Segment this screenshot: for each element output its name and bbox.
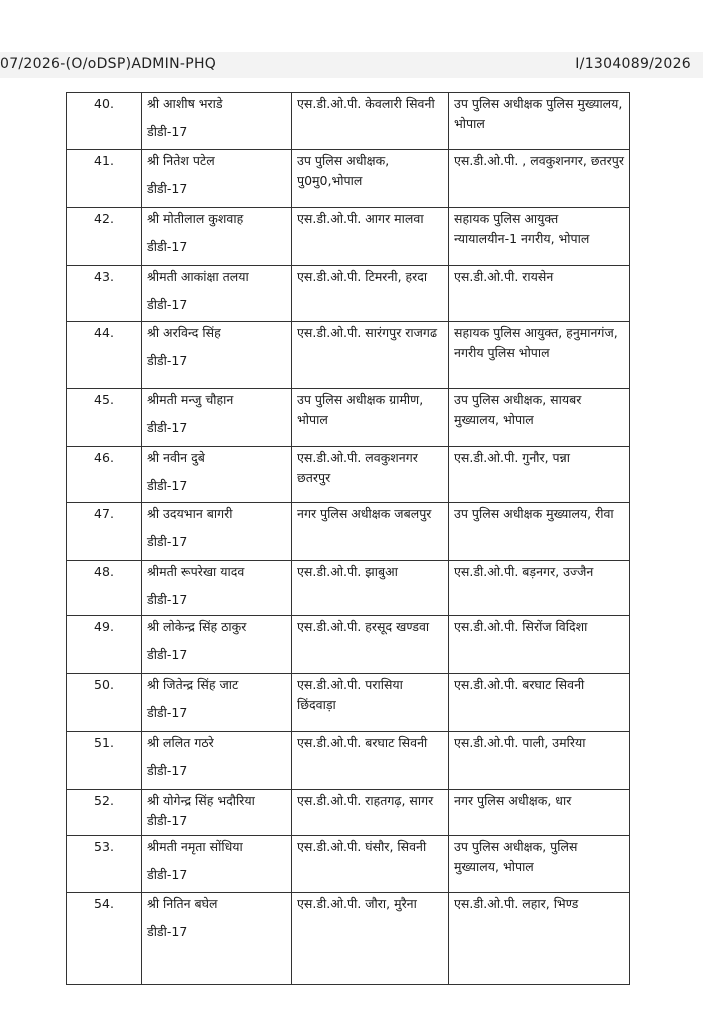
current-posting: एस.डी.ओ.पी. बरघाट सिवनी — [292, 732, 449, 790]
table-row — [67, 503, 630, 561]
officer-grade: डीडी-17 — [147, 592, 188, 607]
serial-number: 50. — [67, 674, 142, 732]
officer-grade: डीडी-17 — [147, 813, 188, 828]
new-posting: एस.डी.ओ.पी. बड़नगर, उज्जैन — [449, 561, 630, 616]
new-posting: सहायक पुलिस आयुक्त, हनुमानगंज, नगरीय पुलिस भोपाल — [449, 322, 630, 389]
officer-name: श्री नितेश पटेल — [147, 153, 215, 168]
officer-name: श्री लोकेन्द्र सिंह ठाकुर — [147, 619, 247, 634]
serial-number: 44. — [67, 322, 142, 389]
new-posting: एस.डी.ओ.पी. बरघाट सिवनी — [449, 674, 630, 732]
file-number: 07/2026-(O/oDSP)ADMIN-PHQ — [0, 56, 217, 72]
officer-name: श्री उदयभान बागरी — [147, 506, 233, 521]
officer-grade: डीडी-17 — [147, 181, 188, 196]
table-row — [67, 616, 630, 674]
officer-name: श्रीमती रूपरेखा यादव — [147, 564, 245, 579]
table-row — [67, 389, 630, 447]
current-posting: एस.डी.ओ.पी. आगर मालवा — [292, 208, 449, 266]
table-row — [67, 150, 630, 208]
serial-number: 42. — [67, 208, 142, 266]
officer-cell — [142, 266, 292, 322]
table-row — [67, 561, 630, 616]
table-row — [67, 208, 630, 266]
current-posting: नगर पुलिस अधीक्षक जबलपुर — [292, 503, 449, 561]
serial-number: 47. — [67, 503, 142, 561]
officer-cell — [142, 150, 292, 208]
table-row — [67, 322, 630, 389]
serial-number: 40. — [67, 93, 142, 150]
officer-name: श्रीमती मन्जु चौहान — [147, 392, 234, 407]
current-posting: एस.डी.ओ.पी. जौरा, मुरैना — [292, 893, 449, 985]
officer-cell — [142, 322, 292, 389]
serial-number: 45. — [67, 389, 142, 447]
officer-cell — [142, 790, 292, 836]
current-posting: एस.डी.ओ.पी. टिमरनी, हरदा — [292, 266, 449, 322]
officer-name: श्री अरविन्द सिंह — [147, 325, 221, 340]
officer-grade: डीडी-17 — [147, 239, 188, 254]
officer-cell — [142, 893, 292, 985]
serial-number: 51. — [67, 732, 142, 790]
officer-grade: डीडी-17 — [147, 420, 188, 435]
table-row — [67, 266, 630, 322]
officer-grade: डीडी-17 — [147, 353, 188, 368]
new-posting: एस.डी.ओ.पी. पाली, उमरिया — [449, 732, 630, 790]
serial-number: 49. — [67, 616, 142, 674]
new-posting: एस.डी.ओ.पी. , लवकुशनगर, छतरपुर — [449, 150, 630, 208]
officer-grade: डीडी-17 — [147, 763, 188, 778]
officer-grade: डीडी-17 — [147, 297, 188, 312]
new-posting: सहायक पुलिस आयुक्त न्यायालयीन-1 नगरीय, भोपाल — [449, 208, 630, 266]
current-posting: एस.डी.ओ.पी. परासिया छिंदवाड़ा — [292, 674, 449, 732]
officer-grade: डीडी-17 — [147, 924, 188, 939]
officer-grade: डीडी-17 — [147, 705, 188, 720]
officer-name: श्री जितेन्द्र सिंह जाट — [147, 677, 239, 692]
officer-cell — [142, 208, 292, 266]
officer-cell — [142, 93, 292, 150]
current-posting: उप पुलिस अधीक्षक ग्रामीण, भोपाल — [292, 389, 449, 447]
new-posting: एस.डी.ओ.पी. रायसेन — [449, 266, 630, 322]
current-posting: एस.डी.ओ.पी. लवकुशनगर छतरपुर — [292, 447, 449, 503]
officer-cell — [142, 674, 292, 732]
serial-number: 52. — [67, 790, 142, 836]
serial-number: 54. — [67, 893, 142, 985]
officer-grade: डीडी-17 — [147, 124, 188, 139]
current-posting: एस.डी.ओ.पी. राहतगढ़, सागर — [292, 790, 449, 836]
current-posting: एस.डी.ओ.पी. झाबुआ — [292, 561, 449, 616]
officer-name: श्री नवीन दुबे — [147, 450, 205, 465]
table-row — [67, 732, 630, 790]
officer-cell — [142, 732, 292, 790]
officer-name: श्री मोतीलाल कुशवाह — [147, 211, 244, 226]
table-row — [67, 447, 630, 503]
table-row — [67, 674, 630, 732]
current-posting: एस.डी.ओ.पी. केवलारी सिवनी — [292, 93, 449, 150]
new-posting: नगर पुलिस अधीक्षक, धार — [449, 790, 630, 836]
officer-cell — [142, 561, 292, 616]
officer-grade: डीडी-17 — [147, 647, 188, 662]
officer-grade: डीडी-17 — [147, 867, 188, 882]
officer-cell — [142, 616, 292, 674]
officer-cell — [142, 447, 292, 503]
current-posting: एस.डी.ओ.पी. घंसौर, सिवनी — [292, 836, 449, 893]
officer-cell — [142, 389, 292, 447]
officer-name: श्रीमती आकांक्षा तलया — [147, 269, 249, 284]
officer-name: श्री योगेन्द्र सिंह भदौरिया — [147, 793, 255, 808]
officer-name: श्री ललित गठरे — [147, 735, 214, 750]
document-header — [0, 52, 703, 78]
current-posting: एस.डी.ओ.पी. हरसूद खण्डवा — [292, 616, 449, 674]
serial-number: 46. — [67, 447, 142, 503]
serial-number: 53. — [67, 836, 142, 893]
officer-name: श्री आशीष भराडे — [147, 96, 223, 111]
officer-cell — [142, 503, 292, 561]
new-posting: एस.डी.ओ.पी. सिरोंज विदिशा — [449, 616, 630, 674]
current-posting: एस.डी.ओ.पी. सारंगपुर राजगढ — [292, 322, 449, 389]
new-posting: उप पुलिस अधीक्षक मुख्यालय, रीवा — [449, 503, 630, 561]
serial-number: 41. — [67, 150, 142, 208]
table-row — [67, 93, 630, 150]
serial-number: 43. — [67, 266, 142, 322]
officer-grade: डीडी-17 — [147, 534, 188, 549]
table-row — [67, 893, 630, 985]
reference-number: I/1304089/2026 — [575, 56, 691, 72]
transfer-table — [66, 92, 630, 985]
current-posting: उप पुलिस अधीक्षक, पु0मु0,भोपाल — [292, 150, 449, 208]
officer-name: श्रीमती नमृता सोंधिया — [147, 839, 243, 854]
serial-number: 48. — [67, 561, 142, 616]
new-posting: उप पुलिस अधीक्षक पुलिस मुख्यालय, भोपाल — [449, 93, 630, 150]
officer-cell — [142, 836, 292, 893]
officer-name: श्री नितिन बघेल — [147, 896, 218, 911]
new-posting: एस.डी.ओ.पी. गुनौर, पन्ना — [449, 447, 630, 503]
new-posting: एस.डी.ओ.पी. लहार, भिण्ड — [449, 893, 630, 985]
table-row — [67, 836, 630, 893]
table-row — [67, 790, 630, 836]
new-posting: उप पुलिस अधीक्षक, पुलिस मुख्यालय, भोपाल — [449, 836, 630, 893]
officer-grade: डीडी-17 — [147, 478, 188, 493]
new-posting: उप पुलिस अधीक्षक, सायबर मुख्यालय, भोपाल — [449, 389, 630, 447]
